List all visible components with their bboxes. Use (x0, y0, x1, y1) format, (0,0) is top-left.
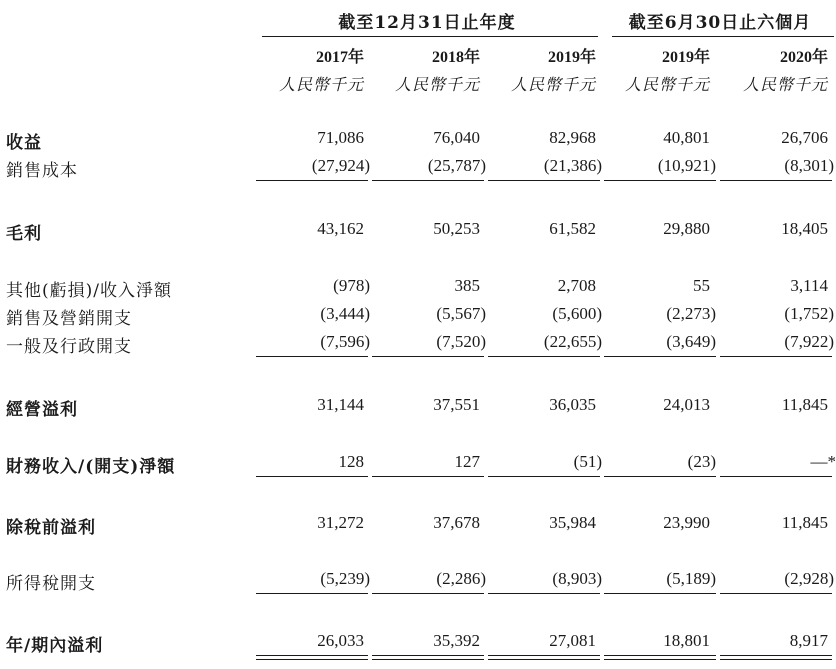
value-selling-expenses-h1-2019: (2,273) (666, 304, 716, 323)
value-cost-of-sales-h1-2019: (10,921) (657, 156, 716, 175)
row-label-selling-expenses: 銷售及營銷開支 (6, 309, 132, 329)
subtotal-rule (256, 180, 368, 181)
subtotal-rule (372, 356, 484, 357)
value-admin-expenses-2017: (7,596) (320, 332, 370, 351)
value-profit-before-tax-2017: 31,272 (317, 513, 364, 532)
value-other-net-h1-2019: 55 (693, 276, 710, 295)
value-selling-expenses-2018: (5,567) (436, 304, 486, 323)
value-selling-expenses-2019: (5,600) (552, 304, 602, 323)
subtotal-rule (372, 593, 484, 594)
year-col-4: 2019年 (661, 49, 710, 66)
row-label-profit-before-tax: 除稅前溢利 (6, 518, 96, 538)
value-income-tax-h1-2020: (2,928) (784, 569, 834, 588)
total-double-rule (256, 655, 368, 660)
value-cost-of-sales-2017: (27,924) (311, 156, 370, 175)
value-operating-profit-h1-2019: 24,013 (663, 395, 710, 414)
value-revenue-2019: 82,968 (549, 128, 596, 147)
subtotal-rule (720, 476, 832, 477)
value-other-net-h1-2020: 3,114 (790, 276, 828, 295)
value-admin-expenses-h1-2019: (3,649) (666, 332, 716, 351)
value-profit-for-period-2017: 26,033 (317, 631, 364, 650)
row-label-finance-net: 財務收入/(開支)淨額 (6, 457, 176, 477)
subtotal-rule (256, 593, 368, 594)
subtotal-rule (720, 356, 832, 357)
unit-col-4: 人民幣千元 (624, 75, 710, 94)
value-revenue-h1-2020: 26,706 (781, 128, 828, 147)
value-admin-expenses-2019: (22,655) (543, 332, 602, 351)
subtotal-rule (488, 476, 600, 477)
value-gross-profit-2017: 43,162 (317, 219, 364, 238)
value-gross-profit-2019: 61,582 (549, 219, 596, 238)
value-operating-profit-h1-2020: 11,845 (781, 395, 828, 414)
value-admin-expenses-2018: (7,520) (436, 332, 486, 351)
value-income-tax-2017: (5,239) (320, 569, 370, 588)
value-profit-before-tax-2019: 35,984 (549, 513, 596, 532)
value-finance-net-2017: 128 (338, 452, 364, 471)
value-cost-of-sales-2018: (25,787) (427, 156, 486, 175)
value-selling-expenses-2017: (3,444) (320, 304, 370, 323)
row-label-income-tax: 所得稅開支 (6, 574, 96, 594)
subtotal-rule (604, 356, 716, 357)
subtotal-rule (720, 593, 832, 594)
value-profit-before-tax-h1-2019: 23,990 (663, 513, 710, 532)
value-admin-expenses-h1-2020: (7,922) (784, 332, 834, 351)
value-other-net-2017: (978) (333, 276, 370, 295)
value-operating-profit-2019: 36,035 (549, 395, 596, 414)
value-revenue-2017: 71,086 (317, 128, 364, 147)
value-profit-for-period-h1-2020: 8,917 (789, 631, 828, 650)
value-cost-of-sales-2019: (21,386) (543, 156, 602, 175)
row-label-gross-profit: 毛利 (6, 224, 42, 244)
header-annual-group: 截至12月31日止年度 (338, 13, 516, 33)
year-col-3: 2019年 (547, 49, 596, 66)
row-label-profit-for-period: 年/期內溢利 (6, 636, 104, 656)
header-six-month-underline (612, 36, 834, 37)
subtotal-rule (488, 356, 600, 357)
subtotal-rule (720, 180, 832, 181)
value-profit-for-period-2018: 35,392 (433, 631, 480, 650)
header-annual-underline (262, 36, 598, 37)
value-finance-net-h1-2019: (23) (687, 452, 716, 471)
unit-col-2: 人民幣千元 (394, 75, 480, 94)
row-label-revenue: 收益 (6, 133, 42, 153)
total-double-rule (604, 655, 716, 660)
value-profit-before-tax-h1-2020: 11,845 (781, 513, 828, 532)
header-six-month-group: 截至6月30日止六個月 (628, 13, 812, 33)
row-label-admin-expenses: 一般及行政開支 (6, 337, 132, 357)
year-col-5: 2020年 (779, 49, 828, 66)
value-revenue-h1-2019: 40,801 (663, 128, 710, 147)
subtotal-rule (256, 476, 368, 477)
subtotal-rule (604, 180, 716, 181)
value-gross-profit-2018: 50,253 (433, 219, 480, 238)
value-revenue-2018: 76,040 (433, 128, 480, 147)
unit-col-1: 人民幣千元 (278, 75, 364, 94)
total-double-rule (720, 655, 832, 660)
value-operating-profit-2018: 37,551 (433, 395, 480, 414)
value-gross-profit-h1-2020: 18,405 (781, 219, 828, 238)
row-label-other-net: 其他(虧損)/收入淨額 (6, 281, 172, 301)
subtotal-rule (488, 593, 600, 594)
subtotal-rule (372, 180, 484, 181)
value-income-tax-2019: (8,903) (552, 569, 602, 588)
value-finance-net-h1-2020: —* (810, 452, 836, 471)
unit-col-3: 人民幣千元 (510, 75, 596, 94)
value-cost-of-sales-h1-2020: (8,301) (784, 156, 834, 175)
subtotal-rule (604, 476, 716, 477)
value-other-net-2018: 385 (454, 276, 480, 295)
value-gross-profit-h1-2019: 29,880 (663, 219, 710, 238)
value-operating-profit-2017: 31,144 (317, 395, 364, 414)
row-label-cost-of-sales: 銷售成本 (6, 161, 78, 181)
value-profit-for-period-2019: 27,081 (549, 631, 596, 650)
subtotal-rule (256, 356, 368, 357)
unit-col-5: 人民幣千元 (742, 75, 828, 94)
value-income-tax-2018: (2,286) (436, 569, 486, 588)
total-double-rule (488, 655, 600, 660)
row-label-operating-profit: 經營溢利 (6, 400, 78, 420)
value-selling-expenses-h1-2020: (1,752) (784, 304, 834, 323)
value-profit-for-period-h1-2019: 18,801 (663, 631, 710, 650)
value-income-tax-h1-2019: (5,189) (666, 569, 716, 588)
year-col-1: 2017年 (315, 49, 364, 66)
subtotal-rule (488, 180, 600, 181)
total-double-rule (372, 655, 484, 660)
value-finance-net-2018: 127 (454, 452, 480, 471)
year-col-2: 2018年 (431, 49, 480, 66)
value-finance-net-2019: (51) (573, 452, 602, 471)
subtotal-rule (604, 593, 716, 594)
subtotal-rule (372, 476, 484, 477)
value-other-net-2019: 2,708 (557, 276, 596, 295)
value-profit-before-tax-2018: 37,678 (433, 513, 480, 532)
